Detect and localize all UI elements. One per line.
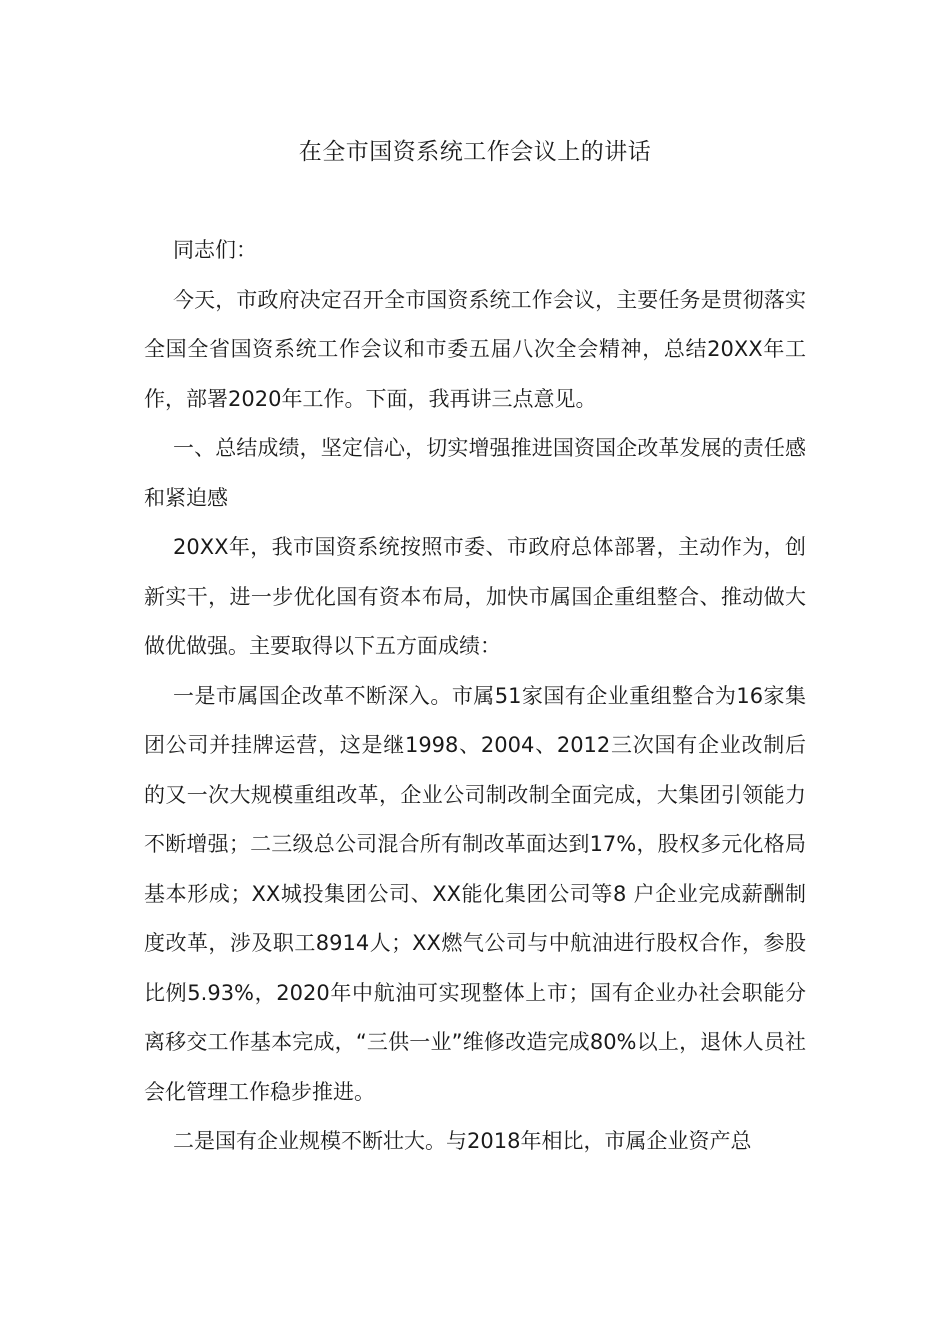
salutation-paragraph: 同志们：: [173, 238, 257, 262]
section-heading-1: 一、总结成绩，坚定信心，切实增强推进国资国企改革发展的责任感和紧迫感: [144, 436, 806, 510]
summary-paragraph: 20XX年，我市国资系统按照市委、市政府总体部署，主动作为，创新实干，进一步优化国有资本布局，加快市属国企重组整合、推动做大做优做强。主要取得以下五方面成绩：: [144, 535, 806, 658]
achievement-paragraph-1: 一是市属国企改革不断深入。市属51家国有企业重组整合为16家集团公司并挂牌运营，这是继1998、2004、2012三次国有企业改制后的又一次大规模重组改革，企业公司制改制全面完成，大集团引领能力不断增强；二三级总公司混合所有制改革面达到17%，股权多元化格局基本形成；XX城投集团公司、XX能化集团公司等8 户企业完成薪酬制度改革，涉及职工8914人；XX燃气公司与中航油进行股权合作，参股比例5.93%，2020年中航油可实现整体上市；国有企业办社会职能分离移交工作基本完成，“三供一业”维修改造完成80%以上，退休人员社会化管理工作稳步推进。: [144, 683, 806, 1104]
intro-paragraph: 今天，市政府决定召开全市国资系统工作会议，主要任务是贯彻落实全国全省国资系统工作会议和市委五届八次全会精神，总结20XX年工作，部署2020年工作。下面，我再讲三点意见。: [144, 287, 806, 411]
achievement-paragraph-2: 二是国有企业规模不断壮大。与2018年相比，市属企业资产总: [173, 1129, 752, 1153]
document-body: [144, 226, 806, 1167]
document-title: 在全市国资系统工作会议上的讲话: [298, 139, 652, 165]
